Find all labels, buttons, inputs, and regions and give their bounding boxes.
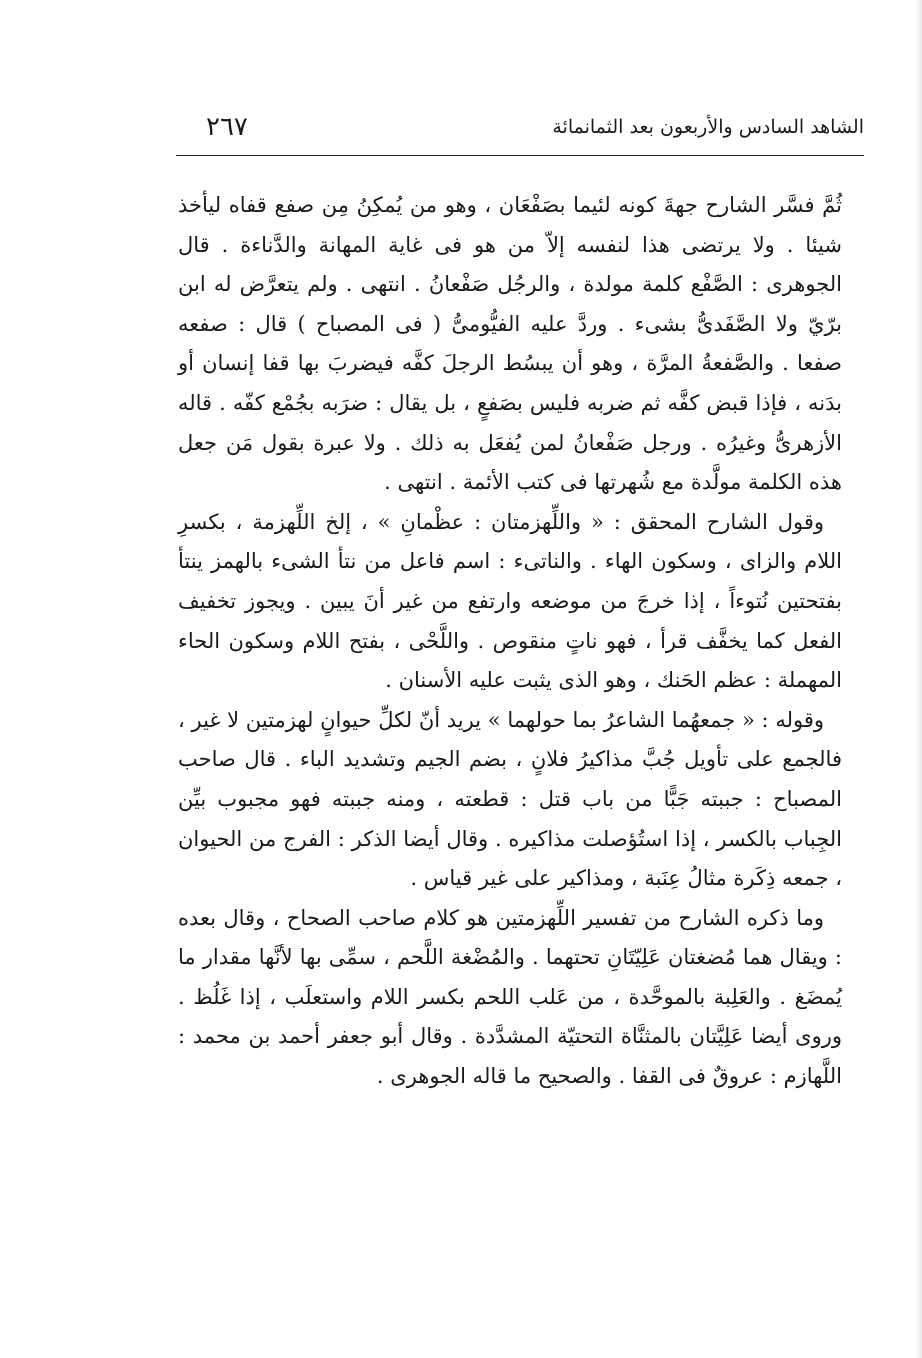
page-number: ٢٦٧	[206, 112, 248, 142]
paragraph: ثُمَّ فسَّر الشارح جهةَ كونه لئيما بصَفْعَان ، وهو من يُمكِنُ مِن صفع قفاه ليأخذ شيئا . ولا يرتضى هذا لنفسه إلاّ من هو فى غاية المهانة والدَّناءة . قال الجوهرى : الصَّفْع كلمة مولدة ، والرجُل صَفْعانُ . انتهى . ولم يتعرَّض له ابن برّيّ ولا الصَّفَدىُّ بشىء . وردَّ عليه الفيُّومىُّ ( فى المصباح ) قال : صفعه صفعا . والصَّفعةُ المرَّة ، وهو أن يبسُط الرجلَ كفَّه فيضربَ بها قفا إنسان أو بدَنه ، فإذا قبض كفَّه ثم ضربه فليس بصَفعٍ ، بل يقال : ضرَبه بجُمْع كفّه . قاله الأزهرىُّ وغيرُه . ورجل صَفْعانُ لمن يُفعَل به ذلك . ولا عبرة بقول مَن جعل هذه الكلمة مولَّدة مع شُهرتها فى كتب الأئمة . انتهى .	[178, 193, 842, 495]
paragraph: وما ذكره الشارح من تفسير اللِّهزمتين هو كلام صاحب الصحاح ، وقال بعده : ويقال هما مُضغتان عَلِيّتَانِ تحتهما . والمُضْغة اللَّحم ، سمِّى بها لأنَّها مقدار ما يُمضَغ . والعَلِبة بالموحَّدة ، من عَلب اللحم بكسر اللام واستعلَب ، إذا غَلُظ . وروى أيضا عَلِيَّتان بالمثنَّاة التحتيّة المشدَّدة . وقال أبو جعفر أحمد بن محمد : اللَّهازم : عروقٌ فى القفا . والصحيح ما قاله الجوهرى .	[178, 905, 842, 1089]
body-text	[178, 186, 842, 1097]
header-rule	[176, 155, 864, 156]
running-title: الشاهد السادس والأربعون بعد الثمانمائة	[552, 116, 864, 138]
paragraph: وقوله : « جمعهُما الشاعرُ بما حولهما » يريد أنّ لكلِّ حيوانٍ لهزمتين لا غير ، فالجمع على تأويل جُبَّ مذاكيرُ فلانٍ ، بضم الجيم وتشديد الباء . قال صاحب المصباح : جببته جَبًّا من باب قتل : قطعته ، ومنه جببته فهو مجبوب بيِّن الجِباب بالكسر ، إذا استُؤصلت مذاكيره . وقال أيضا الذكر : الفرج من الحيوان ، جمعه ذِكَرة مثالُ عِنَبة ، ومذاكير على غير قياس .	[178, 707, 842, 891]
paragraph: وقول الشارح المحقق : « واللِّهزمتان : عظْمانِ » ، إلخ اللِّهزمة ، بكسرِ اللام والزاى ، وسكون الهاء . والناتىء : اسم فاعل من نتأ الشىء بالهمز ينتأ بفتحتين نُتوءاً ، إذا خرجَ من موضعه وارتفع من غير أنَ يبين . ويجوز تخفيف الفعل كما يخفَّف قرأ ، فهو ناتٍ منقوص . واللَّحْى ، بفتح اللام وسكون الحاء المهملة : عظم الحَنك ، وهو الذى يثبت عليه الأسنان .	[178, 509, 842, 693]
scan-edge-shadow	[916, 0, 922, 1358]
page-header	[176, 108, 864, 154]
